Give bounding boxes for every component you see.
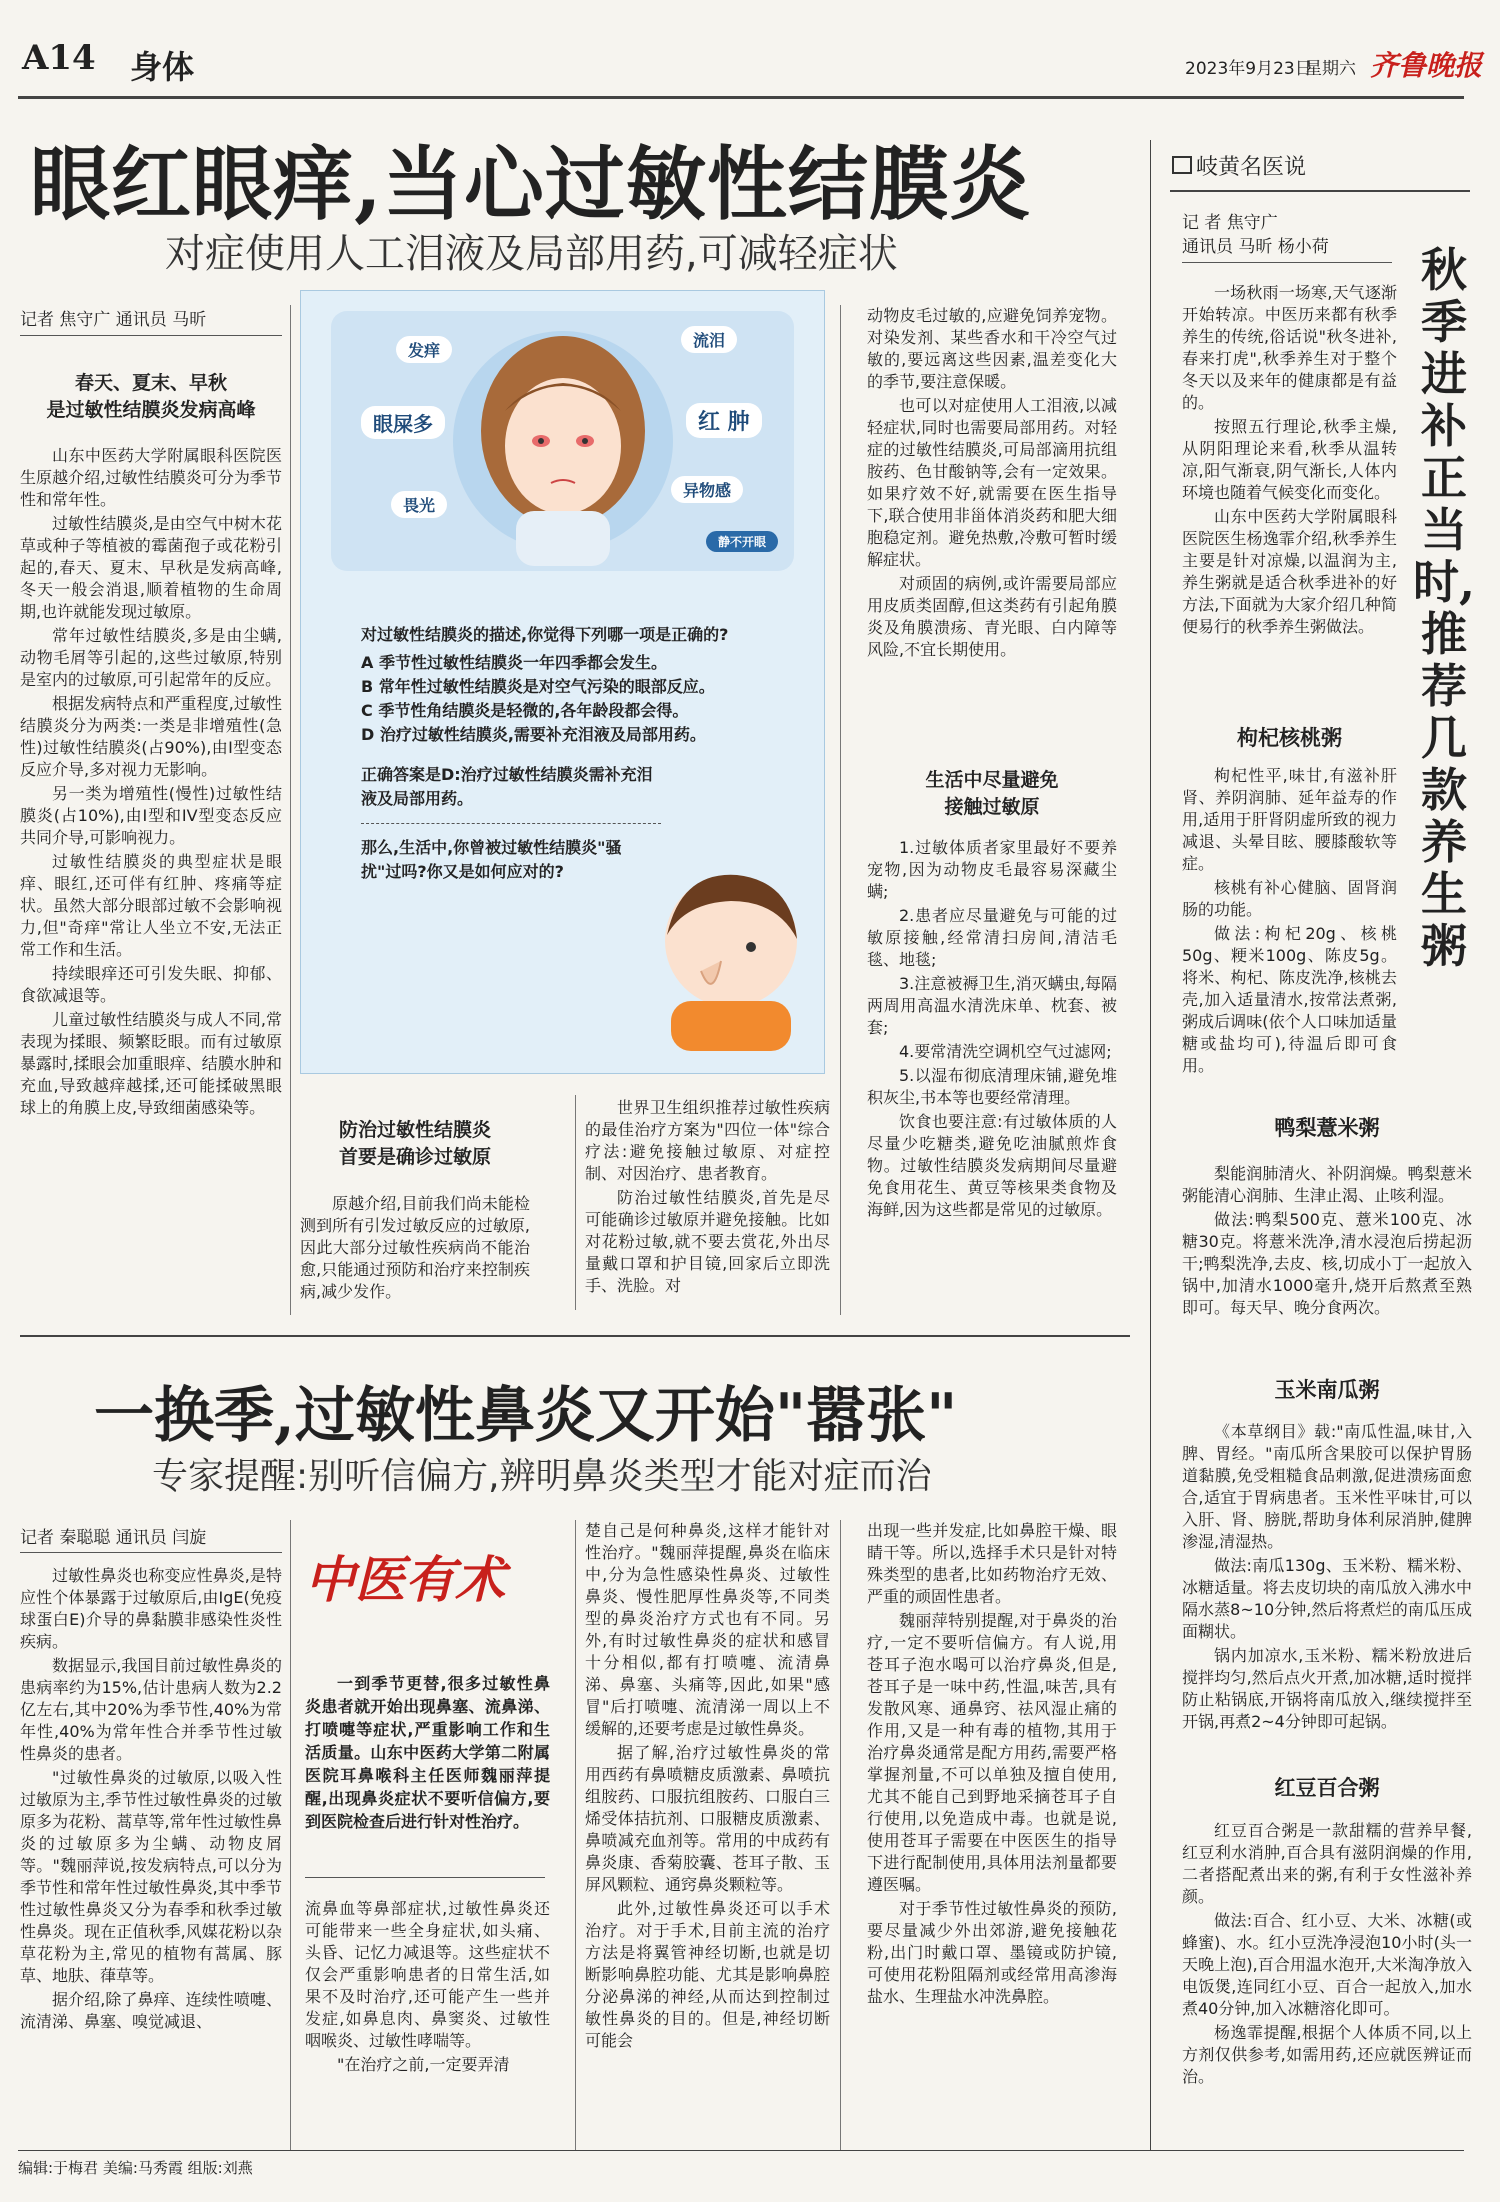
sidebar-column-name: 岐黄名医说 — [1172, 150, 1306, 181]
article1-heading3: 生活中尽量避免 接触过敏原 — [925, 769, 1059, 818]
byline-rule — [20, 1552, 282, 1553]
article1-col4a: 动物皮毛过敏的,应避免饲养宠物。对染发剂、某些香水和干冷空气过敏的,要远离这些因素,温差变化大的季节,要注意保暖。 也可以对症使用人工泪液,以减轻症状,同时也需要局部用药。对轻症的过敏性结膜炎,可局部滴用抗组胺药、色甘酸钠等,会有一定效果。如果疗效不好,就需要在医生指导下,联合使用非甾体消炎药和肥大细胞稳定剂。避免热敷,冷敷可暂时缓解症状。 对顽固的病例,或许需要局部应用皮质类固醇,但这类药有引起角膜炎及角膜溃疡、青光眼、白内障等风险,不宜长期使用。 — [867, 306, 1117, 659]
quiz-block — [361, 623, 781, 884]
newspaper-logo: 齐鲁晚报 — [1370, 49, 1483, 82]
article2-byline: 记者 秦聪聪 通讯员 闫旋 — [20, 1528, 207, 1548]
byline-rule — [1182, 262, 1392, 263]
symptom-tag: 静不开眼 — [706, 531, 778, 552]
child-rubbing-eye-illustration — [641, 851, 811, 1051]
column-divider — [290, 305, 291, 1315]
quiz-option: A 季节性过敏性结膜炎一年四季都会发生。 — [361, 653, 667, 672]
article2-col2b: 流鼻血等鼻部症状,过敏性鼻炎还可能带来一些全身症状,如头痛、头昏、记忆力减退等。这些症状不仅会严重影响患者的日常生活,如果不及时治疗,还可能产生一些并发症,如鼻息肉、鼻窦炎、过敏性咽喉炎、过敏性哮喘等。 "在治疗之前,一定要弄清 — [305, 1899, 550, 2074]
sidebar-rule — [1170, 190, 1470, 192]
article2-col3: 楚自己是何种鼻炎,这样才能针对性治疗。"魏丽萍提醒,鼻炎在临床中,分为急性感染性鼻炎、过敏性鼻炎、慢性肥厚性鼻炎等,不同类型的鼻炎治疗方式也有不同。另外,有时过敏性鼻炎的症状和感冒十分相似,都有打喷嚏、流清鼻涕、鼻塞、头痛等,因此,如果"感冒"后打喷嚏、流清涕一周以上不缓解的,还要考虑是过敏性鼻炎。 据了解,治疗过敏性鼻炎的常用西药有鼻喷糖皮质激素、鼻喷抗组胺药、口服抗组胺药、口服白三烯受体拮抗剂、口服糖皮质激素、鼻喷减充血剂等。常用的中成药有鼻炎康、香菊胶囊、苍耳子散、玉屏风颗粒、通窍鼻炎颗粒等。 此外,过敏性鼻炎还可以手术治疗。对于手术,目前主流的治疗方法是将翼管神经切断,也就是切断影响鼻腔功能、尤其是影响鼻腔分泌鼻涕的神经,从而达到控制过敏性鼻炎的目的。但是,神经切断可能会 — [585, 1521, 830, 2050]
header-rule — [18, 96, 1464, 99]
column-divider — [575, 1520, 576, 2150]
symptom-tag: 异物感 — [671, 476, 743, 503]
quiz-option: C 季节性角结膜炎是轻微的,各年龄段都会得。 — [361, 701, 689, 720]
recipe-title: 玉米南瓜粥 — [1274, 1378, 1380, 1402]
article1-heading1: 春天、夏末、早秋 是过敏性结膜炎发病高峰 — [46, 372, 256, 421]
article-separator — [20, 1335, 1130, 1337]
article2-lead: 一到季节更替,很多过敏性鼻炎患者就开始出现鼻塞、流鼻涕、打喷嚏等症状,严重影响工作和生活质量。山东中医药大学第二附属医院耳鼻喉科主任医师魏丽萍提醒,出现鼻炎症状不要听信偏方,要到医院检查后进行针对性治疗。 — [305, 1674, 550, 1831]
article1-col3b: 世界卫生组织推荐过敏性疾病的最佳治疗方案为"四位一体"综合疗法:避免接触过敏原、对症控制、对因治疗、患者教育。 防治过敏性结膜炎,首先是尽可能确诊过敏原并避免接触。比如对花粉过敏,就不要去赏花,外出尽量戴口罩和护目镜,回家后立即洗手、洗脸。对 — [585, 1098, 830, 1295]
footer-rule — [18, 2150, 1464, 2151]
article2-subtitle: 专家提醒:别听信偏方,辨明鼻炎类型才能对症而治 — [152, 1456, 932, 1497]
column-divider — [575, 1095, 576, 1310]
column-divider — [840, 1520, 841, 2150]
article1-byline: 记者 焦守广 通讯员 马昕 — [20, 310, 207, 330]
recipe-body: 《本草纲目》载:"南瓜性温,味甘,入脾、胃经。"南瓜所含果胶可以保护胃肠道黏膜,免受粗糙食品刺激,促进溃疡面愈合,适宜于胃病患者。玉米性平味甘,可以入肝、肾、膀胱,帮助身体利尿消肿,健脾渗湿,清湿热。 做法:南瓜130g、玉米粉、糯米粉、冰糖适量。将去皮切块的南瓜放入沸水中隔水蒸8~10分钟,然后将煮烂的南瓜压成面糊状。 锅内加凉水,玉米粉、糯米粉放进后搅拌均匀,然后点火开煮,加冰糖,适时搅拌防止粘锅底,开锅将南瓜放入,继续搅拌至开锅,再煮2~4分钟即可起锅。 — [1182, 1422, 1472, 1731]
column-divider — [290, 1520, 291, 2150]
article1-title: 眼红眼痒,当心过敏性结膜炎 — [30, 137, 1031, 231]
article1-col2b: 原越介绍,目前我们尚未能检测到所有引发过敏反应的过敏原,因此大部分过敏性疾病尚不能治愈,只能通过预防和治疗来控制疾病,减少发作。 — [300, 1194, 530, 1301]
column-divider — [840, 305, 841, 1315]
sidebar-byline2: 通讯员 马昕 杨小荷 — [1182, 237, 1329, 257]
recipe-body: 红豆百合粥是一款甜糯的营养早餐,红豆利水消肿,百合具有滋阴润燥的作用,二者搭配煮出来的粥,有利于女性滋补养颜。 做法:百合、红小豆、大米、冰糖(或蜂蜜)、水。红小豆洗净浸泡10小时(头一天晚上泡),百合用温水泡开,大米淘净放入电饭煲,连同红小豆、百合一起放入,加水煮40分钟,加入冰糖溶化即可。 杨逸霏提醒,根据个人体质不同,以上方剂仅供参考,如需用药,还应就医辨证而治。 — [1182, 1821, 1472, 2086]
column-box-icon — [1172, 156, 1192, 174]
article2-title: 一换季,过敏性鼻炎又开始"嚣张" — [94, 1381, 958, 1451]
issue-weekday: 星期六 — [1305, 59, 1356, 79]
article1-subtitle: 对症使用人工泪液及局部用药,可减轻症状 — [165, 231, 898, 277]
section-name: 身体 — [130, 48, 195, 86]
symptom-tag: 畏光 — [391, 491, 447, 518]
recipe-title: 鸭梨薏米粥 — [1274, 1116, 1380, 1140]
sidebar-intro: 一场秋雨一场寒,天气逐渐开始转凉。中医历来都有秋季养生的传统,俗话说"秋冬进补,春来打虎",秋季养生对于整个冬天以及来年的健康都是有益的。 按照五行理论,秋季主燥,从阴阳理论来看,秋季从温转凉,阳气渐衰,阴气渐长,人体内环境也随着气候变化而变化。 山东中医药大学附属眼科医院医生杨逸霏介绍,秋季养生主要是针对凉燥,以温润为主,养生粥就是适合秋季进补的好方法,下面就为大家介绍几种简便易行的秋季养生粥做法。 — [1182, 283, 1397, 636]
recipe-body: 枸杞性平,味甘,有滋补肝肾、养阴润肺、延年益寿的作用,适用于肝肾阴虚所致的视力减退、头晕目眩、腰膝酸软等症。 核桃有补心健脑、固肾润肠的功能。 做法:枸杞20g、核桃50g、粳米100g、陈皮5g。将米、枸杞、陈皮洗净,核桃去壳,加入适量清水,按常法煮粥,粥成后调味(依个人口味加适量糖或盐均可),待温后即可食用。 — [1182, 766, 1397, 1075]
quiz-illustration — [300, 290, 825, 1074]
quiz-question: 对过敏性结膜炎的描述,你觉得下列哪一项是正确的? — [361, 625, 729, 644]
sidebar-vertical-title: 秋季进补正当时, 推荐几款养生粥 — [1412, 243, 1475, 973]
article1-heading2: 防治过敏性结膜炎 首要是确诊过敏原 — [338, 1119, 491, 1168]
byline-rule — [20, 335, 282, 336]
quiz-followup: 那么,生活中,你曾被过敏性结膜炎"骚扰"过吗?你又是如何应对的? — [361, 838, 622, 881]
article1-col4b: 1.过敏体质者家里最好不要养宠物,因为动物皮毛最容易深藏尘螨; 2.患者应尽量避免与可能的过敏原接触,经常清扫房间,清洁毛毯、地毯; 3.注意被褥卫生,消灭螨虫,每隔两周用高温水清洗床单、枕套、被套; 4.要常清洗空调机空气过滤网; 5.以湿布彻底清理床铺,避免堆积灰尘,书本等也要经常清理。 饮食也要注意:有过敏体质的人尽量少吃糖类,避免吃油腻煎炸食物。过敏性结膜炎发病期间尽量避免食用花生、黄豆等核果类食物及海鲜,因为这些都是常见的过敏原。 — [867, 838, 1117, 1219]
recipe-title: 红豆百合粥 — [1274, 1776, 1380, 1800]
sidebar-byline1: 记 者 焦守广 — [1182, 213, 1278, 233]
symptom-tag: 眼屎多 — [361, 406, 445, 439]
editor-credits: 编辑:于梅君 美编:马秀霞 组版:刘燕 — [18, 2159, 253, 2177]
recipe-title: 枸杞核桃粥 — [1237, 726, 1342, 750]
article2-col1: 过敏性鼻炎也称变应性鼻炎,是特应性个体暴露于过敏原后,由IgE(免疫球蛋白E)介导的鼻黏膜非感染性炎性疾病。 数据显示,我国目前过敏性鼻炎的患病率约为15%,估计患病人数为2.2亿左右,其中20%为季节性,40%为常年性,40%为常年性合并季节性过敏性鼻炎的患者。 "过敏性鼻炎的过敏原,以吸入性过敏原为主,季节性过敏性鼻炎的过敏原多为花粉、蒿草等,常年性过敏性鼻炎的过敏原多为尘螨、动物皮屑等。"魏丽萍说,按发病特点,可以分为季节性和常年性过敏性鼻炎,其中季节性过敏性鼻炎又分为春季和秋季过敏性鼻炎。现在正值秋季,风媒花粉以杂草花粉为主,常见的植物有蒿属、豚草、地肤、葎草等。 据介绍,除了鼻痒、连续性喷嚏、流清涕、鼻塞、嗅觉减退、 — [20, 1566, 282, 2031]
page-number: A14 — [22, 38, 96, 78]
article2-col4: 出现一些并发症,比如鼻腔干燥、眼睛干等。所以,选择手术只是针对特殊类型的患者,比如药物治疗无效、严重的顽固性患者。 魏丽萍特别提醒,对于鼻炎的治疗,一定不要听信偏方。有人说,用苍耳子泡水喝可以治疗鼻炎,但是,苍耳子是一味中药,性温,味苦,具有发散风寒、通鼻窍、祛风湿止痛的作用,又是一种有毒的植物,其用于治疗鼻炎通常是配方用药,需要严格掌握剂量,不可以单独及擅自使用,尤其不能自己到野地采摘苍耳子自行使用,以免造成中毒。也就是说,使用苍耳子需要在中医医生的指导下进行配制使用,具体用法剂量都要遵医嘱。 对于季节性过敏性鼻炎的预防,要尽量减少外出郊游,避免接触花粉,出门时戴口罩、墨镜或防护镜,可使用花粉阻隔剂或经常用高渗海盐水、生理盐水冲洗鼻腔。 — [867, 1521, 1117, 2006]
symptom-tag: 发痒 — [396, 336, 452, 363]
sidebar-divider — [1150, 140, 1151, 2150]
tcm-column-logo: 中医有术 — [305, 1550, 505, 1609]
quiz-option: D 治疗过敏性结膜炎,需要补充泪液及局部用药。 — [361, 725, 706, 744]
quiz-option: B 常年性过敏性结膜炎是对空气污染的眼部反应。 — [361, 677, 715, 696]
symptom-tag: 红 肿 — [686, 403, 762, 438]
article1-col1: 山东中医药大学附属眼科医院医生原越介绍,过敏性结膜炎可分为季节性和常年性。 过敏性结膜炎,是由空气中树木花草或种子等植被的霉菌孢子或花粉引起的,春天、夏末、早秋是发病高峰,冬天一般会消退,顺着植物的生命周期,也许就能发现过敏原。 常年过敏性结膜炎,多是由尘螨,动物毛屑等引起的,这些过敏原,特别是室内的过敏原,可引起常年的反应。 根据发病特点和严重程度,过敏性结膜炎分为两类:一类是非增殖性(急性)过敏性结膜炎(占90%),由I型变态反应介导,多对视力无影响。 另一类为增殖性(慢性)过敏性结膜炎(占10%),由I型和IV型变态反应共同介导,可影响视力。 过敏性结膜炎的典型症状是眼痒、眼红,还可伴有红肿、疼痛等症状。虽然大部分眼部过敏不会影响视力,但"奇痒"常让人坐立不安,无法正常工作和生活。 持续眼痒还可引发失眠、抑郁、食欲减退等。 儿童过敏性结膜炎与成人不同,常表现为揉眼、频繁眨眼。而有过敏原暴露时,揉眼会加重眼痒、结膜水肿和充血,导致越痒越揉,还可能揉破黑眼球上的角膜上皮,导致细菌感染等。 — [20, 446, 282, 1117]
quiz-answer: 正确答案是D:治疗过敏性结膜炎需补充泪液及局部用药。 — [361, 765, 653, 808]
symptom-tag: 流泪 — [681, 326, 737, 353]
issue-date: 2023年9月23日 — [1185, 59, 1312, 79]
recipe-body: 梨能润肺清火、补阴润燥。鸭梨薏米粥能清心润肺、生津止渴、止咳利湿。 做法:鸭梨500克、薏米100克、冰糖30克。将薏米洗净,清水浸泡后捞起沥干;鸭梨洗净,去皮、核,切成小丁一起放入锅中,加清水1000毫升,烧开后熬煮至熟即可。每天早、晚分食两次。 — [1182, 1164, 1472, 1317]
lead-rule — [305, 1877, 545, 1878]
